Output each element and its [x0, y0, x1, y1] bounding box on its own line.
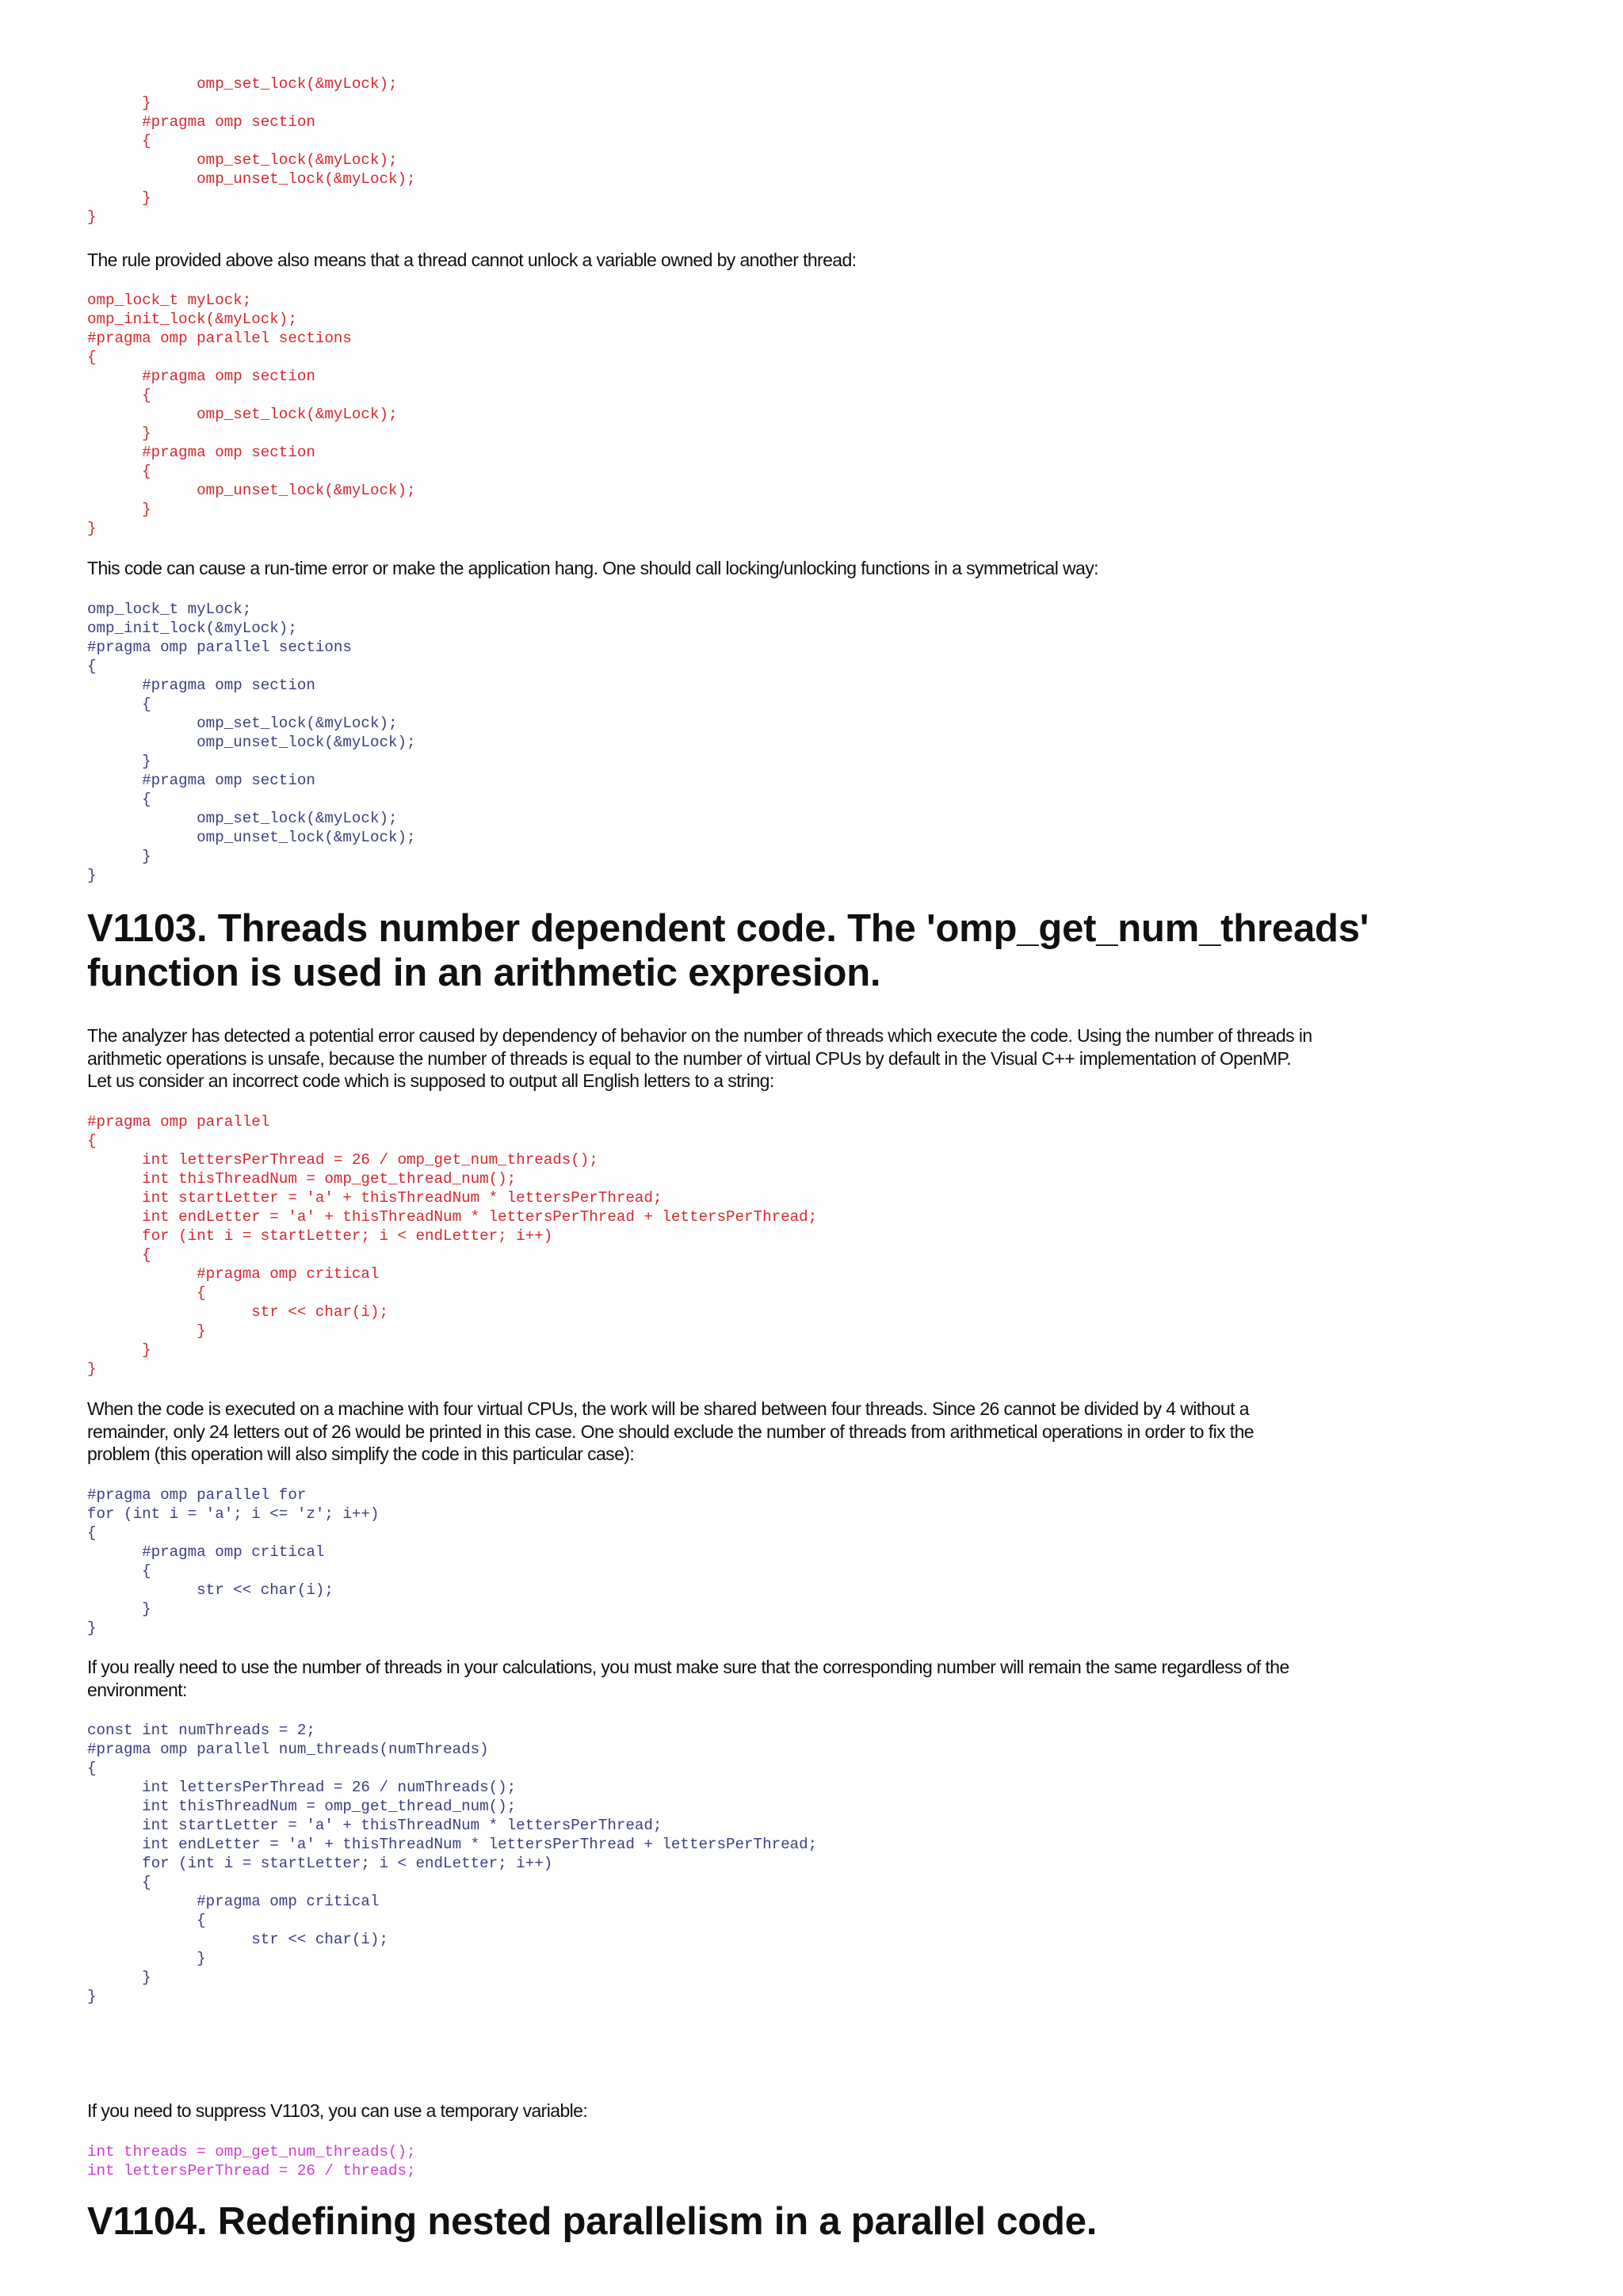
- code-block-unlock-other-thread: omp_lock_t myLock; omp_init_lock(&myLock); #pragma omp parallel sections { #pragma omp section { omp_set_lock(&myLock); } #pragma omp section { omp_unset_lock(&myLock); } }: [87, 292, 416, 537]
- section-heading-v1104: V1104. Redefining nested parallelism in a parallel code.: [87, 2200, 1098, 2243]
- paragraph-number-of-threads: If you really need to use the number of threads in your calculations, you must make sure that the corresponding number will remain the same regardless of the environment:: [87, 1657, 1289, 1700]
- code-block-num-threads: const int numThreads = 2; #pragma omp parallel num_threads(numThreads) { int lettersPerThread = 26 / numThreads(); int thisThreadNum = omp_get_thread_num(); int startLetter = 'a' + thisThreadNum * lettersPerThread; int endLetter = 'a' + thisThreadNum * lettersPerThread + lettersPerThread; for (int i = startLetter; i < endLetter; i++) { #pragma omp critical { str << char(i); } } }: [87, 1722, 818, 2005]
- code-block-incorrect-letters: #pragma omp parallel { int lettersPerThread = 26 / omp_get_num_threads(); int thisThreadNum = omp_get_thread_num(); int startLetter = 'a' + thisThreadNum * lettersPerThread; int endLetter = 'a' + thisThreadNum * lettersPerThread + lettersPerThread; for (int i = startLetter; i < endLetter; i++) { #pragma omp critical { str << char(i); } } }: [87, 1113, 818, 1378]
- paragraph-four-cpus: When the code is executed on a machine with four virtual CPUs, the work will be shared between four threads. Since 26 cannot be divided by 4 without a remainder, only 24 letters out of 26 would be printed in this case. One should exclude the number of threads from arithmetical operations in order to fix the problem (this operation will also simplify the code in this particular case):: [87, 1398, 1254, 1464]
- paragraph-suppress-v1103: If you need to suppress V1103, you can use a temporary variable:: [87, 2100, 588, 2121]
- paragraph-runtime-error: This code can cause a run-time error or make the application hang. One should call locking/unlocking functions in a symmetrical way:: [87, 558, 1098, 578]
- code-block-suppress: int threads = omp_get_num_threads(); int lettersPerThread = 26 / threads;: [87, 2143, 416, 2180]
- code-block-parallel-for: #pragma omp parallel for for (int i = 'a'; i <= 'z'; i++) { #pragma omp critical { str << char(i); } }: [87, 1486, 380, 1637]
- paragraph-unlock-rule: The rule provided above also means that a thread cannot unlock a variable owned by another thread:: [87, 250, 857, 270]
- paragraph-v1103-description: The analyzer has detected a potential error caused by dependency of behavior on the number of threads which execute the code. Using the number of threads in arithmetic operations is unsafe, because the number of threads is equal to the number of virtual CPUs by default in the Visual C++ implementation of OpenMP. Let us consider an incorrect code which is supposed to output all English letters to a string:: [87, 1025, 1312, 1091]
- code-block-symmetric-locking: omp_lock_t myLock; omp_init_lock(&myLock); #pragma omp parallel sections { #pragma omp section { omp_set_lock(&myLock); omp_unset_lock(&myLock); } #pragma omp section { omp_set_lock(&myLock); omp_unset_lock(&myLock); } }: [87, 601, 416, 884]
- code-block-set-lock-sections: omp_set_lock(&myLock); } #pragma omp section { omp_set_lock(&myLock); omp_unset_lock(&myLock); } }: [87, 75, 416, 226]
- section-heading-v1103: V1103. Threads number dependent code. The 'omp_get_num_threads' function is used in an arithmetic expresion.: [87, 907, 1369, 994]
